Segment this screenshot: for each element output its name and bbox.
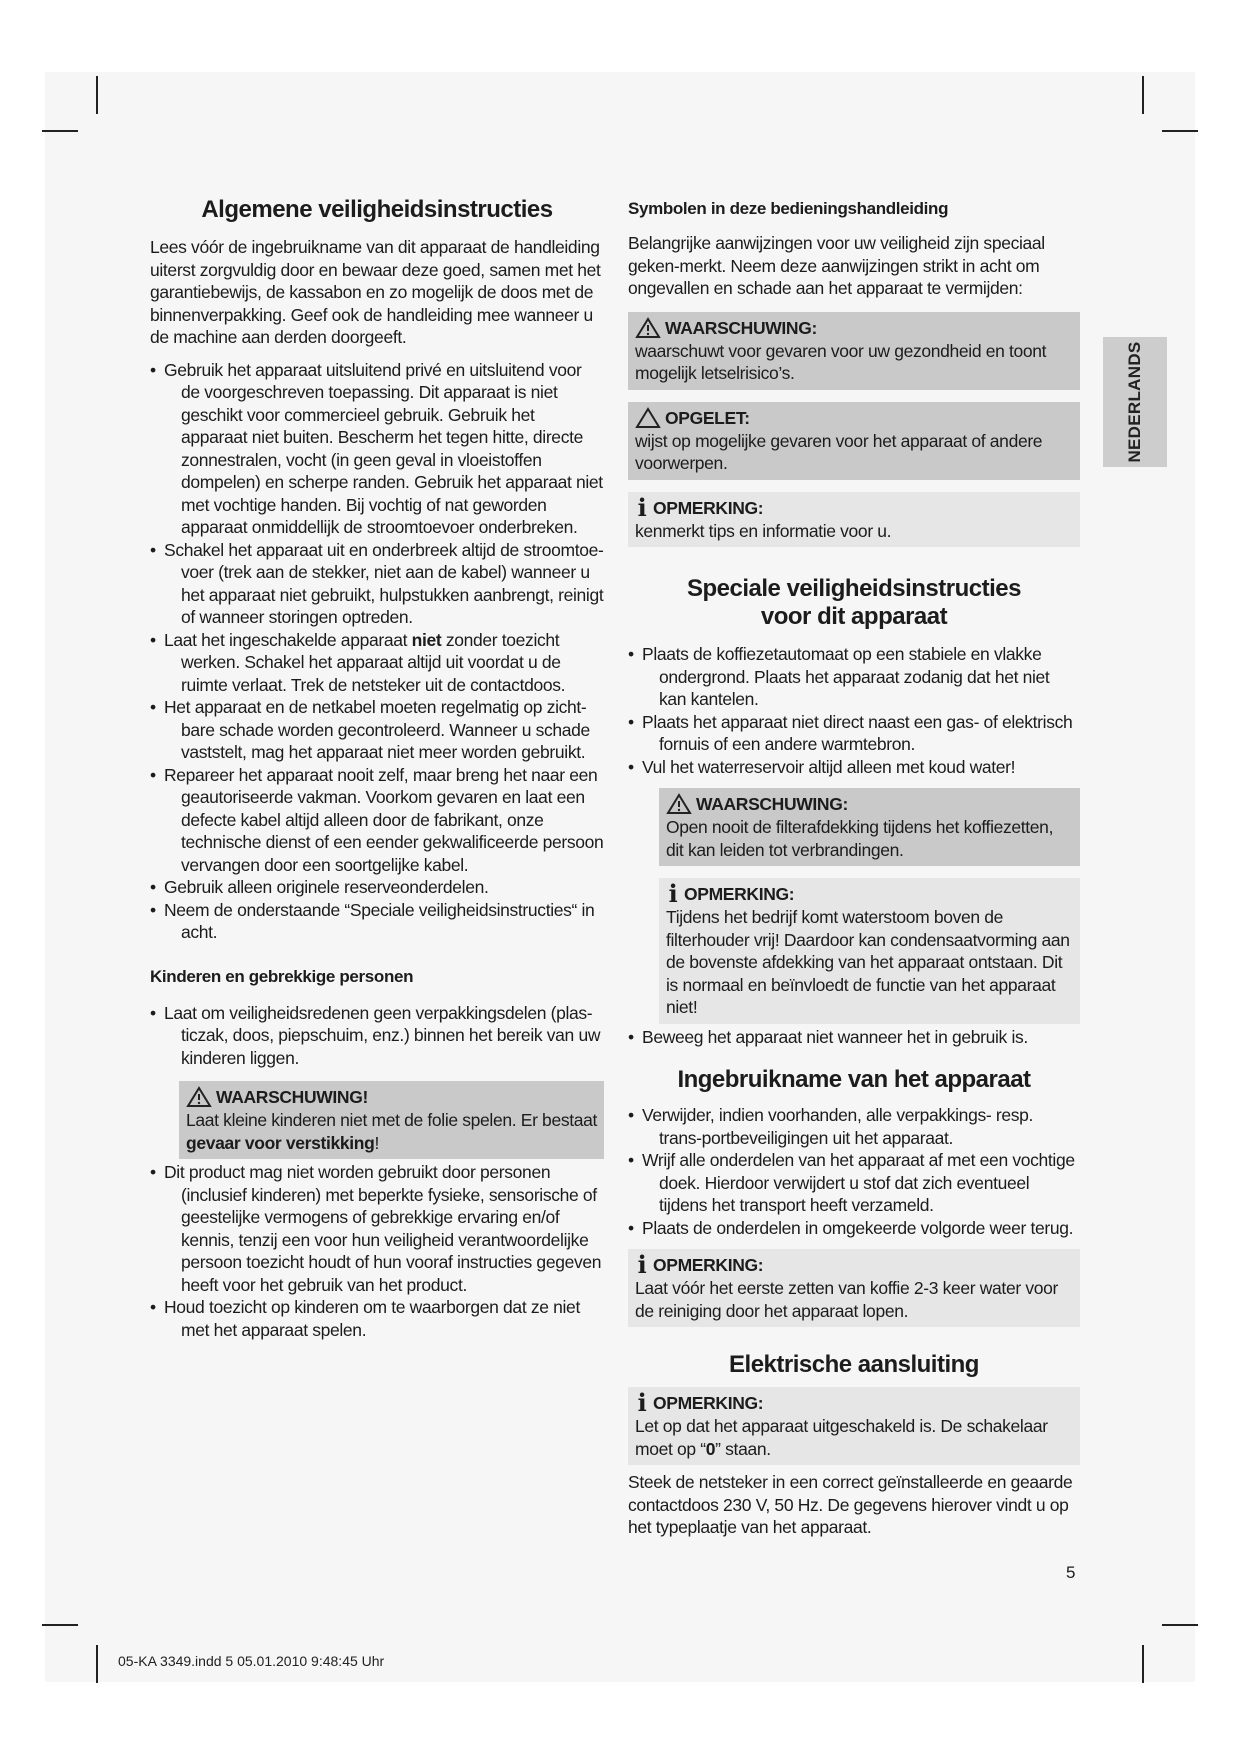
kids-section-title: Kinderen en gebrekkige personen: [150, 966, 414, 986]
special-safety-list-continued: [628, 1026, 1080, 1049]
note-text: Laat vóór het eerste zetten van koffie 2-3 keer water voor de reiniging door het apparaat lopen.: [635, 1278, 1058, 1321]
list-item: • Beweeg het apparaat niet wanneer het in gebruik is.: [628, 1026, 1080, 1049]
warning-text: Open nooit de filterafdekking tijdens het koffiezetten, dit kan leiden tot verbrandingen.: [666, 817, 1054, 860]
note-heading: [635, 1250, 1074, 1279]
note-text: [635, 1415, 1074, 1460]
warning-heading: [635, 316, 1074, 340]
info-icon: i: [637, 492, 647, 522]
warning-title: WAARSCHUWING!: [216, 1087, 368, 1107]
note-text: Tijdens het bedrijf komt waterstoom boven de filterhouder vrij! Daardoor kan condensaatvorming aan de bovenste afdekking van het apparaat ontstaan. Dit is normaal en beïnvloedt de functie van het apparaat niet!: [666, 907, 1070, 1017]
startup-note-box: [628, 1249, 1080, 1327]
warning-heading: [666, 792, 1074, 816]
emphasis-text: niet: [411, 629, 442, 650]
crop-mark: [96, 76, 98, 114]
special-safety-title: [628, 575, 1080, 631]
list-item: • Vul het waterreservoir altijd alleen met koud water!: [628, 756, 1080, 779]
list-item: • Laat om veiligheidsredenen geen verpakkingsdelen (plas-ticzak, doos, piepschuim, enz.) binnen het bereik van uw kinderen liggen.: [150, 1002, 604, 1070]
info-icon: i: [637, 1250, 647, 1279]
right-column: [628, 198, 1080, 1539]
list-item: • Wrijf alle onderdelen van het apparaat af met een vochtige doek. Hierdoor verwijdert u stof dat zich eventueel tijdens het transport heeft verzameld.: [628, 1149, 1080, 1217]
symbols-title: Symbolen in deze bedieningshandleiding: [628, 199, 949, 218]
text-segment: ” staan.: [715, 1438, 771, 1459]
info-icon: i: [668, 879, 678, 908]
crop-mark: [1142, 1645, 1144, 1683]
special-safety-list: [628, 643, 1080, 778]
list-item: [150, 629, 604, 697]
list-item: • Plaats de koffiezetautomaat op een stabiele en vlakke ondergrond. Plaats het apparaat zodanig dat het niet kan kantelen.: [628, 643, 1080, 711]
electric-title: Elektrische aansluiting: [729, 1351, 979, 1378]
special-note-box: [659, 878, 1080, 1024]
text-segment: Let op dat het apparaat uitgeschakeld is. De schakelaar moet op “: [635, 1416, 1048, 1459]
caution-heading: [635, 406, 1074, 430]
text-segment: !: [374, 1132, 379, 1153]
crop-mark: [1162, 1624, 1198, 1626]
warning-text: [186, 1109, 598, 1154]
emphasis-text: gevaar voor verstikking: [186, 1132, 375, 1153]
special-warning-box: [659, 788, 1080, 866]
text-segment: zonder toezicht werken. Schakel het apparaat altijd uit voordat u de ruimte verlaat. Trek de netsteker uit de contactdoos.: [181, 629, 566, 695]
general-safety-intro: Lees vóór de ingebruikname van dit apparaat de handleiding uiterst zorgvuldig door en bewaar deze goed, samen met het garantiebewijs, de kassabon en zo mogelijk de doos met de binnenverpakking. Geef ook de handleiding mee wanneer u de machine aan derden doorgeeft.: [150, 237, 601, 347]
symbol-caution-box: [628, 402, 1080, 480]
note-title: OPMERKING:: [653, 1393, 764, 1413]
crop-mark: [42, 1624, 78, 1626]
list-item: • Schakel het apparaat uit en onderbreek altijd de stroomtoe-voer (trek aan de stekker, niet aan de kabel) wanneer u het apparaat niet gebruikt, hulpstukken aanbrengt, reinigt of wanneer storingen optreden.: [150, 539, 604, 629]
note-title: OPMERKING:: [653, 497, 764, 518]
list-item: • Plaats de onderdelen in omgekeerde volgorde weer terug.: [628, 1217, 1080, 1240]
warning-title: WAARSCHUWING:: [665, 317, 817, 338]
list-item: • Dit product mag niet worden gebruikt door personen (inclusief kinderen) met beperkte fysieke, sensorische of geestelijke vermogens of gebrekkige ervaring en/of kennis, tenzij een voor hun veiligheid verantwoordelijke persoon toezicht houdt of hun vooraf instructies gegeven heeft voor het gebruik van het product.: [150, 1161, 604, 1296]
crop-mark: [96, 1645, 98, 1683]
note-heading: [635, 492, 1074, 522]
symbol-note-box: [628, 492, 1080, 548]
note-text: kenmerkt tips en informatie voor u.: [635, 520, 892, 541]
note-heading: [635, 1388, 1074, 1417]
note-title: OPMERKING:: [684, 884, 795, 904]
general-safety-list: [150, 359, 604, 944]
caution-text: wijst op mogelijke gevaren voor het apparaat of andere voorwerpen.: [635, 430, 1043, 473]
list-item: • Neem de onderstaande “Speciale veiligheidsinstructies“ in acht.: [150, 899, 604, 944]
note-title: OPMERKING:: [653, 1255, 764, 1275]
crop-mark: [42, 130, 78, 132]
symbol-warning-box: [628, 312, 1080, 390]
kids-warning-box: [179, 1081, 604, 1159]
language-tab: [1103, 337, 1167, 467]
list-item: • Gebruik het apparaat uitsluitend privé en uitsluitend voor de voorgeschreven toepassing. Dit apparaat is niet geschikt voor commercieel gebruik. Gebruik het apparaat niet buiten. Bescherm het tegen hitte, directe zonnestralen, vocht (in geen geval in vloeistoffen dompelen) en scherpe randen. Gebruik het apparaat niet met vochtige handen. Bij vochtig of nat geworden apparaat onmiddellijk de stroomtoevoer onderbreken.: [150, 359, 604, 539]
print-footer: 05-KA 3349.indd 5 05.01.2010 9:48:45 Uhr: [118, 1653, 385, 1669]
emphasis-text: 0: [705, 1438, 716, 1459]
list-item: • Repareer het apparaat nooit zelf, maar breng het naar een geautoriseerde vakman. Voorkom gevaren en laat een defecte kabel altijd alleen door de fabrikant, onze technische dienst of een eender gekwalificeerde persoon vervangen door een soortgelijke kabel.: [150, 764, 604, 877]
electric-note-box: [628, 1387, 1080, 1465]
warning-heading: [186, 1085, 598, 1109]
startup-title: Ingebruikname van het apparaat: [677, 1066, 1031, 1093]
crop-mark: [1162, 130, 1198, 132]
kids-list-continued: [150, 1161, 604, 1341]
warning-triangle-icon: [666, 793, 692, 815]
warning-text: waarschuwt voor gevaren voor uw gezondheid en toont mogelijk letselrisico’s.: [635, 340, 1047, 383]
left-column: [150, 196, 604, 1341]
note-heading: [666, 879, 1074, 908]
symbols-intro: Belangrijke aanwijzingen voor uw veiligheid zijn speciaal geken-merkt. Neem deze aanwijzingen strikt in acht om ongevallen en schade aan het apparaat te vermijden:: [628, 233, 1045, 298]
caution-triangle-icon: [635, 407, 661, 429]
title-line: voor dit apparaat: [760, 603, 948, 630]
page-number: 5: [1066, 1563, 1076, 1582]
text-segment: Laat kleine kinderen niet met de folie spelen. Er bestaat: [186, 1110, 598, 1130]
list-item: • Houd toezicht op kinderen om te waarborgen dat ze niet met het apparaat spelen.: [150, 1296, 604, 1341]
text-segment: Laat het ingeschakelde apparaat: [164, 629, 412, 650]
warning-triangle-icon: [635, 317, 661, 339]
list-item: • Gebruik alleen originele reserveonderdelen.: [150, 876, 604, 899]
general-safety-title: Algemene veiligheidsinstructies: [201, 196, 553, 223]
caution-title: OPGELET:: [665, 407, 750, 428]
list-item: • Het apparaat en de netkabel moeten regelmatig op zicht-bare schade worden gecontroleerd. Wanneer u schade vaststelt, mag het apparaat niet meer worden gebruikt.: [150, 696, 604, 764]
warning-triangle-icon: [186, 1086, 212, 1108]
title-line: Speciale veiligheidsinstructies: [687, 575, 1021, 602]
list-item: • Verwijder, indien voorhanden, alle verpakkings- resp. trans-portbeveiligingen uit het apparaat.: [628, 1104, 1080, 1149]
list-item: • Plaats het apparaat niet direct naast een gas- of elektrisch fornuis of een andere warmtebron.: [628, 711, 1080, 756]
electric-text: Steek de netsteker in een correct geïnstalleerde en geaarde contactdoos 230 V, 50 Hz. De gegevens hierover vindt u op het typeplaatje van het apparaat.: [628, 1472, 1073, 1537]
language-tab-label: NEDERLANDS: [1125, 341, 1144, 463]
crop-mark: [1142, 76, 1144, 114]
warning-title: WAARSCHUWING:: [696, 794, 848, 814]
info-icon: i: [637, 1388, 647, 1417]
kids-list: [150, 1002, 604, 1070]
startup-list: [628, 1104, 1080, 1239]
